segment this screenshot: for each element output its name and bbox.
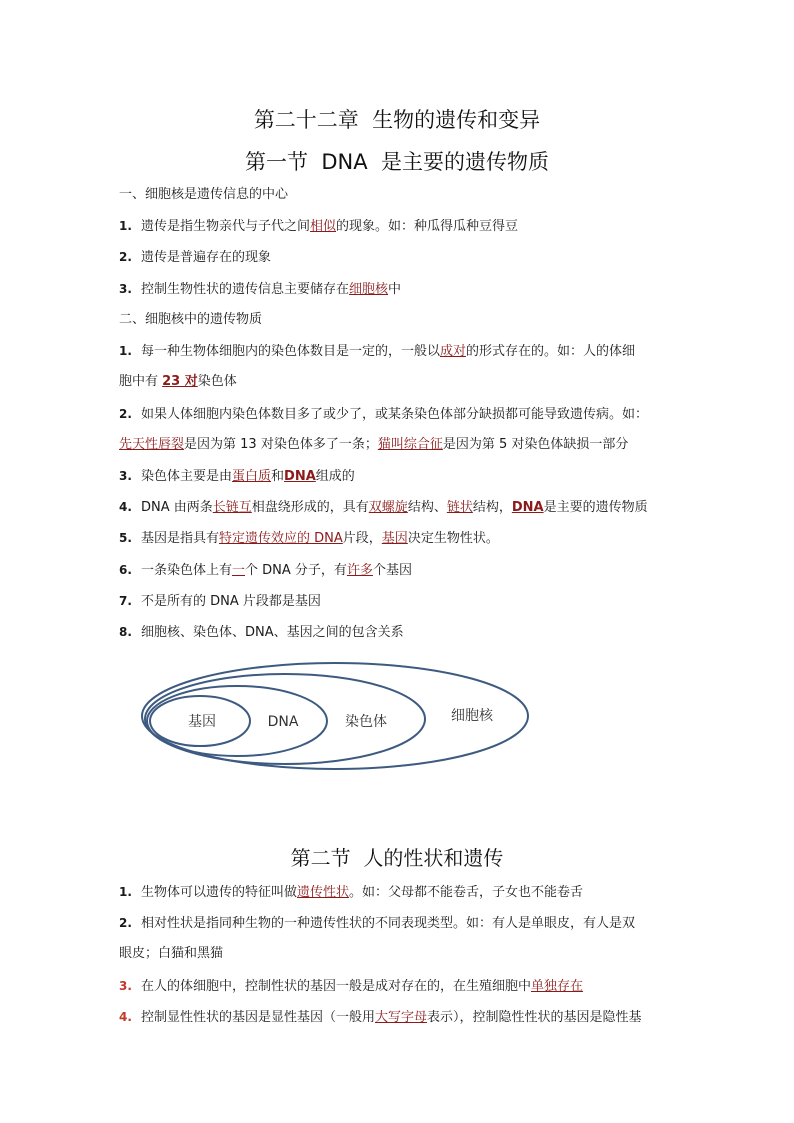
list-item: 5. 基因是指具有特定遗传效应的 DNA片段，基因决定生物性状。 (119, 531, 499, 546)
label-dna: DNA (267, 714, 299, 730)
list-item: 3. 在人的体细胞中，控制性状的基因一般是成对存在的，在生殖细胞中单独存在 (119, 979, 584, 994)
answer-blank: 细胞核 (349, 282, 389, 297)
answer-blank: 双螺旋 (368, 500, 408, 515)
answer-blank: DNA (511, 500, 544, 515)
answer-blank: 蛋白质 (232, 469, 272, 484)
containment-diagram (140, 660, 535, 775)
part-heading-1: 一、细胞核是遗传信息的中心 (119, 187, 289, 202)
list-item: 3. 染色体主要是由蛋白质和DNA组成的 (119, 469, 355, 484)
answer-blank: 单独存在 (531, 979, 584, 994)
list-item: 3. 控制生物性状的遗传信息主要储存在细胞核中 (119, 282, 402, 297)
list-item: 4. DNA 由两条长链互相盘绕形成的，具有双螺旋结构、链状结构，DNA是主要的遗传物质 (119, 500, 648, 515)
list-item-continued: 胞中有 23 对染色体 (119, 374, 237, 389)
list-item-continued: 先天性唇裂是因为第 13 对染色体多了一条；猫叫综合征是因为第 5 对染色体缺损一部分 (119, 437, 629, 452)
section-title-1: 第一节 DNA 是主要的遗传物质 (245, 150, 549, 174)
list-item: 4. 控制显性性状的基因是显性基因（一般用大写字母表示），控制隐性性状的基因是隐性基 (119, 1010, 642, 1025)
list-item: 1. 每一种生物体细胞内的染色体数目是一定的，一般以成对的形式存在的。如：人的体细 (119, 344, 636, 359)
section-title-2: 第二节 人的性状和遗传 (290, 846, 504, 870)
list-item: 2. 相对性状是指同种生物的一种遗传性状的不同表现类型。如：有人是单眼皮，有人是双 (119, 916, 636, 931)
answer-blank: 一 (232, 563, 246, 578)
nested-ellipses (140, 660, 535, 775)
list-item: 2. 遗传是普遍存在的现象 (119, 250, 272, 265)
list-item: 7. 不是所有的 DNA 片段都是基因 (119, 594, 321, 609)
list-item: 8. 细胞核、染色体、DNA、基因之间的包含关系 (119, 625, 404, 640)
part-heading-2: 二、细胞核中的遗传物质 (119, 312, 263, 327)
list-item: 1. 遗传是指生物亲代与子代之间相似的现象。如：种瓜得瓜种豆得豆 (119, 219, 519, 234)
answer-blank: 成对 (440, 344, 467, 359)
answer-blank: DNA (284, 469, 316, 484)
answer-blank: 特定遗传效应的 DNA (219, 531, 343, 546)
ellipse-dna (147, 686, 327, 756)
answer-blank: 许多 (346, 563, 373, 578)
answer-blank: 基因 (381, 531, 408, 546)
list-item: 2. 如果人体细胞内染色体数目多了或少了，或某条染色体部分缺损都可能导致遗传病。如： (119, 407, 649, 422)
answer-blank: 长链互 (212, 500, 252, 515)
answer-blank: 猫叫综合征 (377, 437, 443, 452)
label-gene: 基因 (188, 714, 216, 730)
chapter-title: 第二十二章 生物的遗传和变异 (253, 108, 541, 132)
label-nucleus: 细胞核 (451, 708, 493, 724)
answer-blank: 先天性唇裂 (119, 437, 185, 452)
list-item-continued: 眼皮；白猫和黑猫 (119, 946, 224, 961)
answer-blank: 遗传性状 (297, 885, 350, 900)
label-chromosome: 染色体 (345, 714, 387, 730)
list-item: 1. 生物体可以遗传的特征叫做遗传性状。如：父母都不能卷舌，子女也不能卷舌 (119, 885, 584, 900)
answer-blank: 链状 (446, 500, 473, 515)
answer-blank: 相似 (310, 219, 337, 234)
answer-blank: 23 对 (162, 374, 198, 389)
list-item: 6. 一条染色体上有一个 DNA 分子，有许多个基因 (119, 563, 412, 578)
answer-blank: 大写字母 (375, 1010, 428, 1025)
